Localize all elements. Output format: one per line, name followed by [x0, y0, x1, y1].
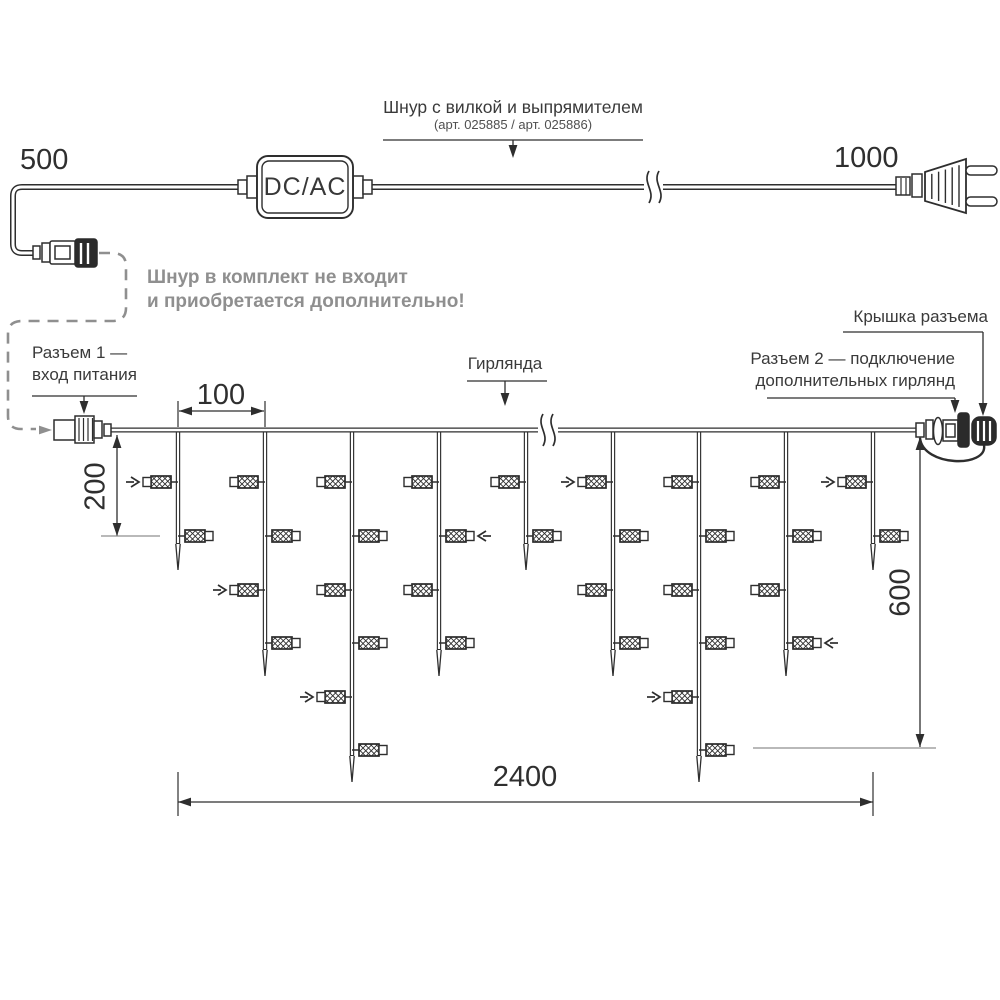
lamp-icon [265, 637, 300, 649]
lamp-icon [317, 476, 352, 488]
lamp-icon [578, 476, 613, 488]
drop [213, 430, 300, 676]
lamp-icon [699, 637, 734, 649]
connector1-power-input [54, 416, 111, 443]
connector2-leader [767, 398, 959, 413]
cap-label: Крышка разъема [853, 307, 988, 326]
lamp-icon [404, 476, 439, 488]
connector2-label-line1: Разъем 2 — подключение [750, 349, 955, 368]
connector1-label [32, 342, 137, 386]
cord-subtitle: (арт. 025885 / арт. 025886) [433, 117, 593, 132]
lamp-arrow-right-icon [821, 477, 834, 487]
garland-label: Гирлянда [467, 354, 543, 373]
lamp-icon [664, 476, 699, 488]
connector2-label-line2: дополнительных гирлянд [755, 371, 955, 390]
drop [126, 430, 213, 570]
lamp-icon [439, 637, 474, 649]
garland-wire [111, 414, 916, 446]
lamp-icon [230, 584, 265, 596]
lamp-icon [352, 744, 387, 756]
lamp-icon [317, 691, 352, 703]
dim-2400-label: 2400 [492, 761, 558, 793]
cord-left-length-label: 500 [20, 144, 69, 176]
lamp-icon [526, 530, 561, 542]
lamp-arrow-left-icon [825, 638, 838, 648]
lamp-arrow-right-icon [561, 477, 574, 487]
drop [300, 430, 387, 782]
cord-title: Шнур с вилкой и выпрямителем [383, 97, 643, 117]
lamp-arrow-right-icon [213, 585, 226, 595]
lamp-icon [613, 530, 648, 542]
garland-drops [126, 430, 908, 782]
lamp-icon [404, 584, 439, 596]
lamp-arrow-right-icon [647, 692, 660, 702]
lamp-icon [439, 530, 474, 542]
lamp-icon [578, 584, 613, 596]
dcac-converter-label: DC/AC [263, 172, 347, 201]
drop [561, 430, 648, 676]
power-cord-wire [13, 171, 897, 253]
lamp-icon [352, 637, 387, 649]
cord-note [147, 266, 465, 314]
lamp-icon [317, 584, 352, 596]
cord-title-leader [383, 140, 643, 158]
connector1-label-line1: Разъем 1 — [32, 343, 128, 362]
lamp-icon [664, 691, 699, 703]
lamp-arrow-right-icon [300, 692, 313, 702]
cord-end-connector [33, 239, 97, 267]
dim-200-label: 200 [79, 462, 112, 511]
garland-label-leader [467, 381, 547, 406]
connector2-label [703, 348, 955, 392]
lamp-icon [491, 476, 526, 488]
lamp-icon [838, 476, 873, 488]
power-plug [896, 159, 997, 213]
lamp-icon [613, 637, 648, 649]
lamp-icon [664, 584, 699, 596]
lamp-icon [873, 530, 908, 542]
lamp-icon [751, 476, 786, 488]
lamp-icon [178, 530, 213, 542]
lamp-icon [352, 530, 387, 542]
cord-right-length-label: 1000 [834, 142, 899, 174]
lamp-arrow-left-icon [478, 531, 491, 541]
lamp-icon [699, 744, 734, 756]
lamp-icon [230, 476, 265, 488]
connector1-label-line2: вход питания [32, 365, 137, 384]
cord-note-line1: Шнур в комплект не входит [147, 267, 408, 288]
lamp-icon [751, 584, 786, 596]
lamp-icon [699, 530, 734, 542]
dim-100-label: 100 [196, 379, 246, 411]
dim-600-label: 600 [884, 568, 917, 617]
drop [647, 430, 734, 782]
drop [751, 430, 838, 676]
drop [491, 430, 561, 570]
lamp-icon [786, 637, 821, 649]
lamp-icon [265, 530, 300, 542]
lamp-icon [786, 530, 821, 542]
drop [821, 430, 908, 570]
connector1-leader [32, 396, 137, 414]
lamp-arrow-right-icon [126, 477, 139, 487]
drop [404, 430, 491, 676]
cord-note-line2: и приобретается дополнительно! [147, 291, 465, 312]
lamp-icon [143, 476, 178, 488]
connector2-assembly [916, 413, 996, 461]
